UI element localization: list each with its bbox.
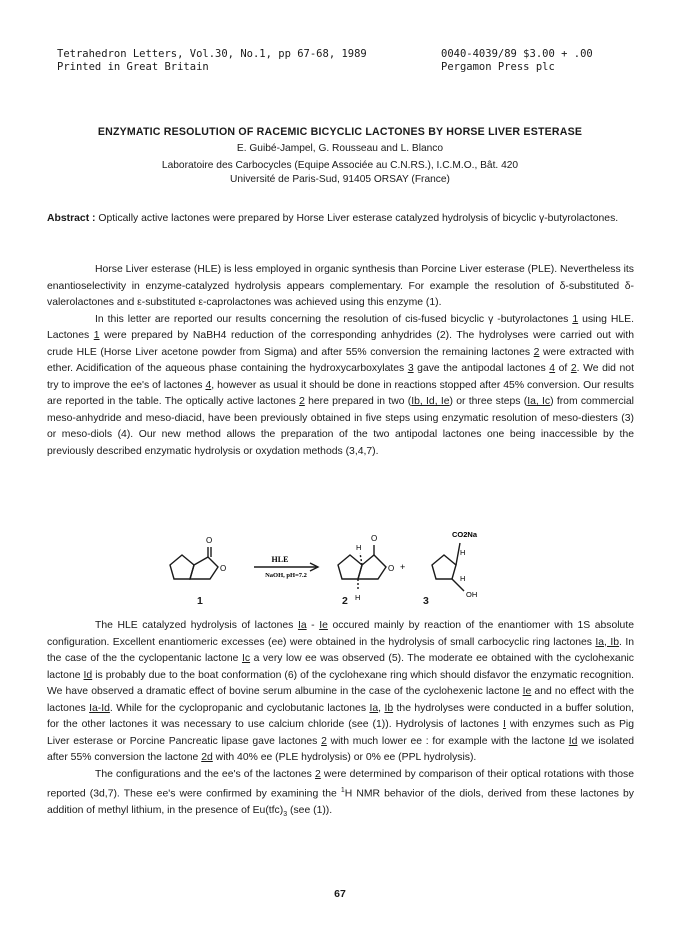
compound-2-ring-oxygen: O — [388, 564, 395, 573]
paper-title: ENZYMATIC RESOLUTION OF RACEMIC BICYCLIC LACTONES BY HORSE LIVER ESTERASE — [97, 126, 583, 138]
compound-3-hydrogen-top: H — [460, 548, 466, 557]
reagent-conditions: NaOH, pH=7.2 — [265, 572, 307, 579]
reaction-scheme-drawing — [160, 525, 520, 607]
compound-1-lactone-ring — [190, 557, 218, 579]
journal-citation: Tetrahedron Letters, Vol.30, No.1, pp 67-68, 1989 Printed in Great Britain — [57, 48, 367, 73]
compound-label-1: 1 — [197, 595, 203, 607]
body-text-top — [47, 262, 634, 460]
paragraph-4: The configurations and the ee's of the lactones 2 were determined by comparison of their optical rotations with those reported (3d,7). These ee's were confirmed by examining the $^1$H NMR behavior of the diols, derived from these lactones by addition of methyl lithium, in the presence of $Eu(tfc)_3$ (see (1)). — [47, 768, 634, 819]
abstract-label: Abstract : — [47, 213, 96, 224]
reagent-enzyme: HLE — [271, 555, 289, 564]
compound-2-carbonyl-oxygen: O — [371, 534, 378, 543]
paragraph-2: In this letter are reported our results concerning the resolution of cis-fused bicyclic γ -butyrolactones 1 using HLE. Lactones 1 were prepared by NaBH4 reduction of the corresponding anhydrides (2). The hydrolyses were carried out with crude HLE (Horse Liver acetone powder from Sigma) and after 55% conversion the remaining lactones 2 were extracted with ether. Acidification of the aqueous phase containing the hydroxycarboxylates 3 gave the antipodal lactones 4 of 2. We did not try to improve the ee's of lactones 4, however as usual it should be done in reactions stopped after 45% conversion. Our results are reported in the table. The optically active lactones 2 here prepared in two (Ib, Id, Ie) or three steps (Ia, Ic) from commercial meso-anhydride and meso-diacid, have been previously obtained in five steps using enzymatic resolution of meso-diesters (3) or meso-diols (4). Our new method allows the preparation of the two antipodal lactones one being inaccessible by the previously described enzymatic hydrolysis or oxydation methods (3,4,7). — [47, 313, 635, 457]
compound-2-hydrogen-bottom: H — [355, 593, 361, 602]
compound-3-carboxylate: CO2Na — [452, 530, 478, 539]
body-text-bottom — [47, 618, 634, 824]
compound-3-hydroxyl: OH — [466, 590, 478, 599]
plus-sign: + — [400, 562, 406, 572]
compound-3-carbocycle — [432, 555, 456, 579]
compound-1-ring-oxygen: O — [220, 564, 227, 573]
authors: E. Guibé-Jampel, G. Rousseau and L. Blanco — [236, 143, 444, 154]
paragraph-1: Horse Liver esterase (HLE) is less employed in organic synthesis than Porcine Liver esterase (PLE). Nevertheless its enantioselectivity in enzyme-catalyzed hydrolysis appears complementary. For example the resolution of δ-substituted δ-valerolactones and ε-substituted ε-caprolactones was achieved using this enzyme (1). — [47, 264, 634, 308]
compound-2-hydrogen-top: H — [356, 543, 362, 552]
compound-1-carbonyl-oxygen: O — [206, 536, 213, 545]
price-and-publisher: 0040-4039/89 $3.00 + .00 Pergamon Press plc — [441, 48, 593, 73]
affiliation-line-1: Laboratoire des Carbocycles (Equipe Associée au C.N.RS.), I.C.M.O., Bât. 420 — [161, 160, 519, 171]
compound-3-hydrogen-bottom: H — [460, 574, 466, 583]
page-number: 67 — [334, 888, 346, 900]
compound-label-3: 3 — [423, 595, 429, 607]
compound-2-lactone-ring — [358, 555, 386, 579]
abstract-text: Optically active lactones were prepared by Horse Liver esterase catalyzed hydrolysis of bicyclic γ-butyrolactones. — [98, 213, 619, 224]
compound-label-2: 2 — [342, 595, 348, 607]
affiliation-line-2: Université de Paris-Sud, 91405 ORSAY (France) — [230, 174, 450, 185]
paragraph-3: The HLE catalyzed hydrolysis of lactones Ia - Ie occured mainly by reaction of the enantiomer with 1S absolute configuration. Excellent enantiomeric excesses (ee) were obtained in the hydrolysis of small carbocyclic ring lactones Ia, Ib. In the case of the the cyclopentanic lactone Ic a very low ee was observed (5). The moderate ee obtained with the cyclohexanic lactone Id is probably due to the boat conformation (6) of the cyclohexane ring which should disfavor the enzymatic recognition. We have observed a dramatic effect of bovine serum albumine in the case of the cyclohexenic lactone Ie and no effect with the lactones Ia-Id. While for the cyclopropanic and cyclobutanic lactones Ia, Ib the hydrolyses were conducted in a buffer solution, for the other lactones it was necessary to use calcium chloride (see (1)). Hydrolysis of lactones I with enzymes such as Pig Liver esterase or Porcine Pancreatic lipase gave lactones 2 with much lower ee : for example with the lactone Id we isolated after 55% conversion the lactone 2d with 40% ee (PLE hydrolysis) or 0% ee (PPL hydrolysis). — [47, 620, 635, 763]
reaction-scheme — [160, 525, 520, 607]
abstract — [47, 211, 634, 228]
